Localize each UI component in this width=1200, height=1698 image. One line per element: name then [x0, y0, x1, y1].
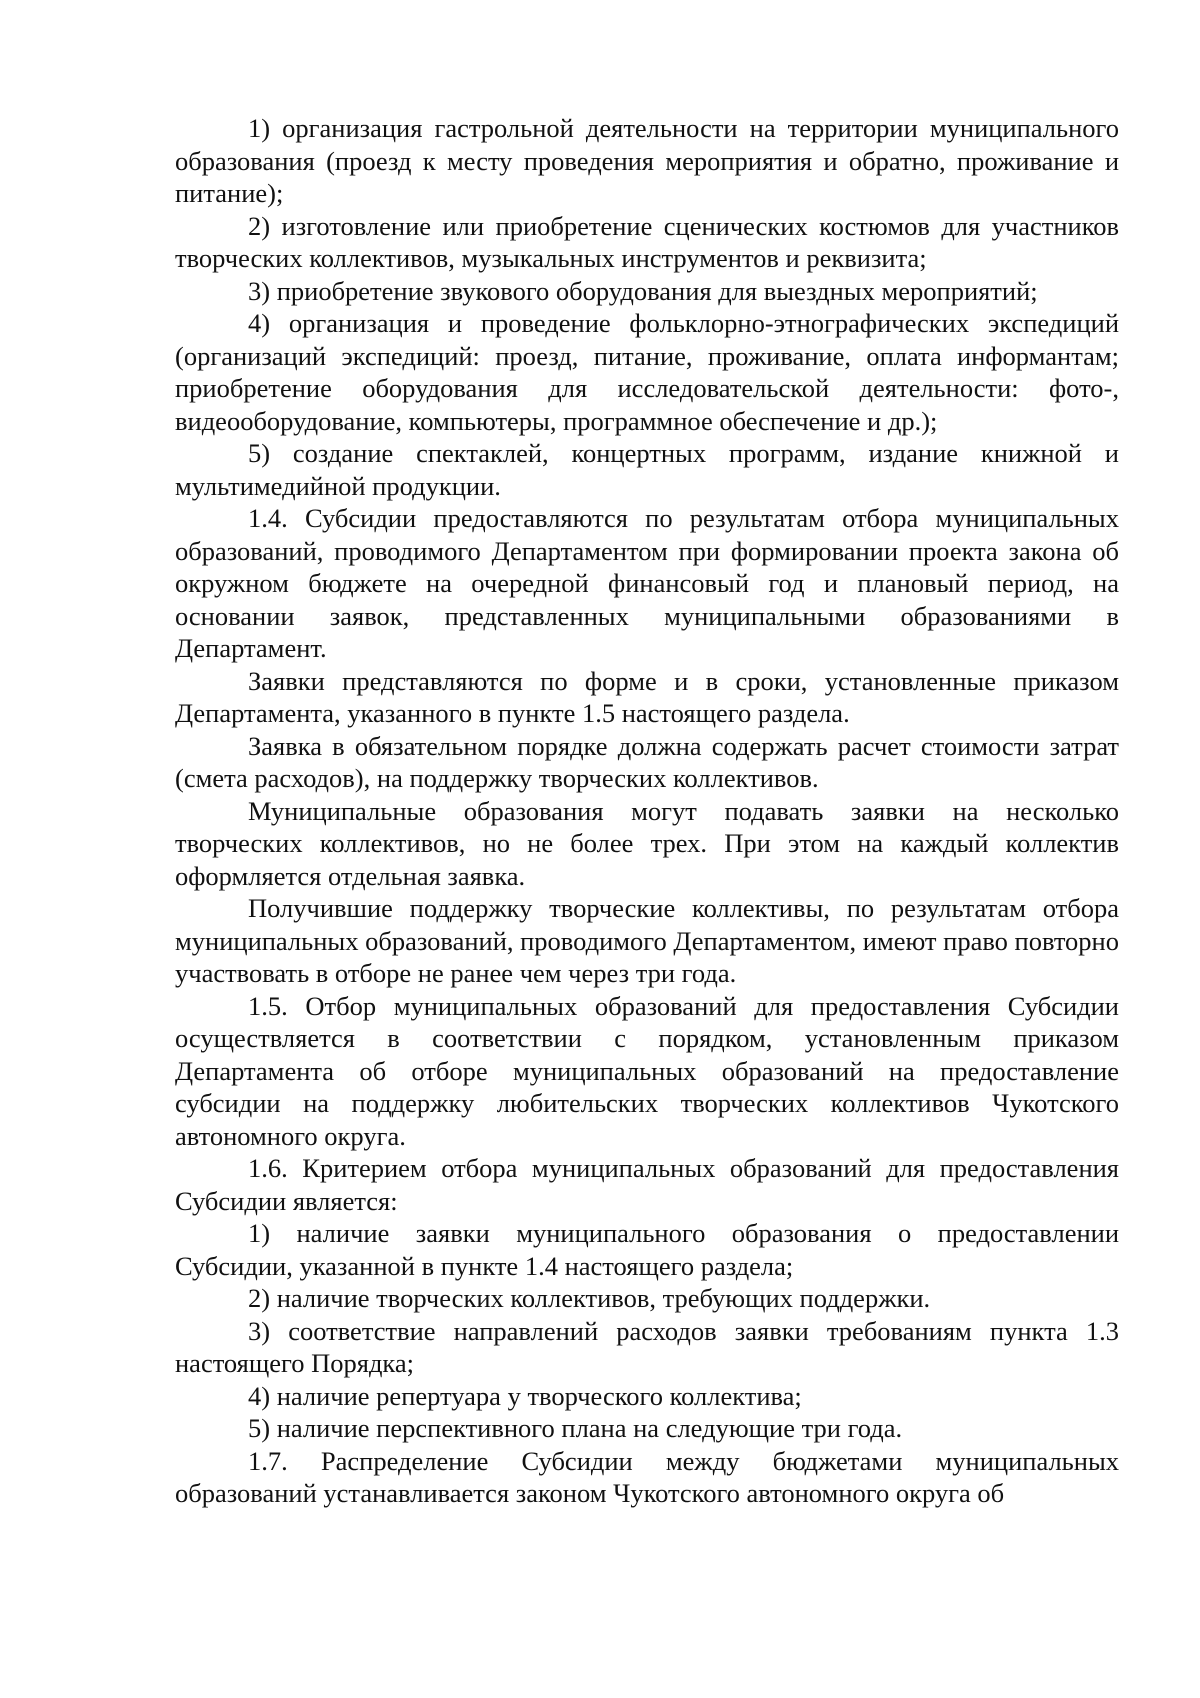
- clause-1-5: 1.5. Отбор муниципальных образований для предоставления Субсидии осуществляется в соответствии с порядком, установленным приказом Департамента об отборе муниципальных образований на предоставление субсидии на поддержку любительских творческих коллективов Чукотского автономного округа.: [175, 990, 1119, 1151]
- list-item-productions: 5) создание спектаклей, концертных программ, издание книжной и мультимедийной продукции.: [175, 438, 1119, 501]
- criterion-item-5: 5) наличие перспективного плана на следующие три года.: [248, 1413, 903, 1443]
- paragraph-applications-form: Заявки представляются по форме и в сроки, установленные приказом Департамента, указанного в пункте 1.5 настоящего раздела.: [175, 665, 1119, 728]
- clause-1-7: 1.7. Распределение Субсидии между бюджетами муниципальных образований устанавливается законом Чукотского автономного округа об: [175, 1445, 1119, 1508]
- paragraph-cost-estimate: Заявка в обязательном порядке должна содержать расчет стоимости затрат (смета расходов), на поддержку творческих коллективов.: [175, 730, 1119, 793]
- clause-1-4: 1.4. Субсидии предоставляются по результатам отбора муниципальных образований, проводимого Департаментом при формировании проекта закона об окружном бюджете на очередной финансовый год и плановый период, на основании заявок, представленных муниципальными образованиями в Департамент.: [175, 503, 1119, 663]
- criterion-item-4: 4) наличие репертуара у творческого коллектива;: [248, 1380, 802, 1411]
- document-page: [175, 112, 1119, 1510]
- clause-1-6: 1.6. Критерием отбора муниципальных образований для предоставления Субсидии является:: [175, 1153, 1119, 1216]
- criterion-item-1: 1) наличие заявки муниципального образования о предоставлении Субсидии, указанной в пункте 1.4 настоящего раздела;: [175, 1218, 1119, 1281]
- list-item-touring: 1) организация гастрольной деятельности на территории муниципального образования (проезд к месту проведения мероприятия и обратно, проживание и питание);: [175, 113, 1119, 208]
- criterion-item-2: 2) наличие творческих коллективов, требующих поддержки.: [248, 1283, 931, 1313]
- criterion-item-3: 3) соответствие направлений расходов заявки требованиям пункта 1.3 настоящего Порядка;: [175, 1315, 1119, 1378]
- list-item-costumes: 2) изготовление или приобретение сценических костюмов для участников творческих коллективов, музыкальных инструментов и реквизита;: [175, 210, 1119, 273]
- list-item-expeditions: 4) организация и проведение фольклорно-этнографических экспедиций (организаций экспедиций: проезд, питание, проживание, оплата информантам; приобретение оборудования для исследовательской деятельности: фото-, видеооборудование, компьютеры, программное обеспечение и др.);: [175, 308, 1119, 436]
- list-item-sound-equipment: 3) приобретение звукового оборудования для выездных мероприятий;: [248, 275, 1038, 306]
- paragraph-application-limit: Муниципальные образования могут подавать заявки на несколько творческих коллективов, но не более трех. При этом на каждый коллектив оформляется отдельная заявка.: [175, 795, 1119, 891]
- paragraph-repeat-participation: Получившие поддержку творческие коллективы, по результатам отбора муниципальных образований, проводимого Департаментом, имеют право повторно участвовать в отборе не ранее чем через три года.: [175, 893, 1119, 988]
